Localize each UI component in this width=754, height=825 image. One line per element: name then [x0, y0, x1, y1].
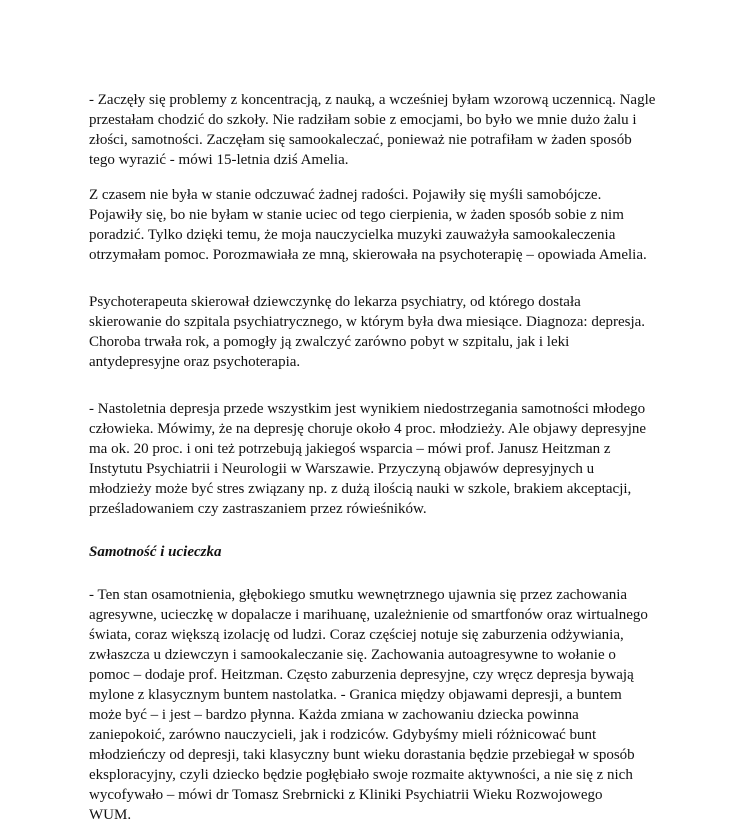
- text-line: człowieka. Mówimy, że na depresję choruje około 4 proc. młodzieży. Ale objawy depresyjne: [89, 421, 647, 437]
- text-line: przestałam chodzić do szkoły. Nie radziłam sobie z emocjami, bo było we mnie dużo żalu i: [89, 112, 637, 128]
- text-line: złości, samotności. Zaczęłam się samookaleczać, ponieważ nie potrafiłam w żaden sposób: [89, 132, 632, 148]
- text-line: Instytutu Psychiatrii i Neurologii w Warszawie. Przyczyną objawów depresyjnych u: [89, 461, 595, 477]
- text-line: poradzić. Tylko dzięki temu, że moja nauczycielka muzyki zauważyła samookaleczenia: [89, 227, 616, 243]
- text-line: pomoc – dodaje prof. Heitzman. Często zaburzenia depresyjne, czy wręcz depresja bywają: [89, 667, 634, 683]
- text-line: wycofywało – mówi dr Tomasz Srebrnicki z Kliniki Psychiatrii Wieku Rozwojowego: [89, 787, 603, 803]
- text-line: - Ten stan osamotnienia, głębokiego smutku wewnętrznego ujawnia się przez zachowania: [89, 587, 628, 603]
- paragraph-no-joy: [89, 185, 679, 265]
- text-line: młodzieży może być stres związany np. z dużą ilością nauki w szkole, brakiem akceptacji,: [89, 481, 632, 497]
- text-line: otrzymałam pomoc. Porozmawiała ze mną, skierowała na psychoterapię – opowiada Amelia.: [89, 247, 647, 263]
- text-line: prześladowaniem czy zastraszaniem przez rówieśników.: [89, 501, 427, 517]
- text-line: mylone z klasycznym buntem nastolatka. - Granica między objawami depresji, a buntem: [89, 687, 622, 703]
- text-line: ma ok. 20 proc. i oni też potrzebują jakiegoś wsparcia – mówi prof. Janusz Heitzman z: [89, 441, 611, 457]
- text-line: - Zaczęły się problemy z koncentracją, z nauką, a wcześniej byłam wzorową uczennicą. Nagle: [89, 92, 656, 108]
- text-line: Choroba trwała rok, a pomogły ją zwalczyć zarówno pobyt w szpitalu, jak i leki: [89, 334, 570, 350]
- text-line: - Nastoletnia depresja przede wszystkim jest wynikiem niedostrzegania samotności młodego: [89, 401, 646, 417]
- text-line: Z czasem nie była w stanie odczuwać żadnej radości. Pojawiły się myśli samobójcze.: [89, 187, 602, 203]
- text-line: zaniepokoić, zarówno nauczycieli, jak i rodziców. Gdybyśmy mieli różnicować bunt: [89, 727, 597, 743]
- paragraph-diagnosis: [89, 292, 679, 372]
- paragraph-heitzman: [89, 399, 679, 519]
- text-line: świata, coraz większą izolację od ludzi. Coraz częściej notuje się zaburzenia odżywiania,: [89, 627, 624, 643]
- text-line: młodzieńczy od depresji, taki klasyczny bunt wieku dorastania będzie przebiegał w sposób: [89, 747, 635, 763]
- text-line: WUM.: [89, 807, 132, 823]
- document-content: [89, 90, 679, 825]
- text-line: antydepresyjne oraz psychoterapia.: [89, 354, 301, 370]
- paragraph-amelia-quote: [89, 90, 679, 170]
- text-line: Psychoterapeuta skierował dziewczynkę do lekarza psychiatry, od którego dostała: [89, 294, 581, 310]
- text-line: Pojawiły się, bo nie byłam w stanie uciec od tego cierpienia, w żaden sposób sobie z nim: [89, 207, 624, 223]
- text-line: może być – i jest – bardzo płynna. Każda zmiana w zachowaniu dziecka powinna: [89, 707, 579, 723]
- text-line: tego wyrazić - mówi 15-letnia dziś Amelia.: [89, 152, 349, 168]
- paragraph-isolation: [89, 585, 679, 825]
- section-heading: Samotność i ucieczka: [89, 544, 222, 560]
- text-line: agresywne, ucieczkę w dopalacze i marihuanę, uzależnienie od smartfonów oraz wirtualnego: [89, 607, 648, 623]
- text-line: eksploracyjny, czyli dziecko będzie pogłębiało swoje rozmaite aktywności, a nie się z nich: [89, 767, 633, 783]
- text-line: skierowanie do szpitala psychiatrycznego, w którym była dwa miesiące. Diagnoza: depresja.: [89, 314, 646, 330]
- text-line: zwłaszcza u dziewczyn i samookaleczanie się. Zachowania autoagresywne to wołanie o: [89, 647, 616, 663]
